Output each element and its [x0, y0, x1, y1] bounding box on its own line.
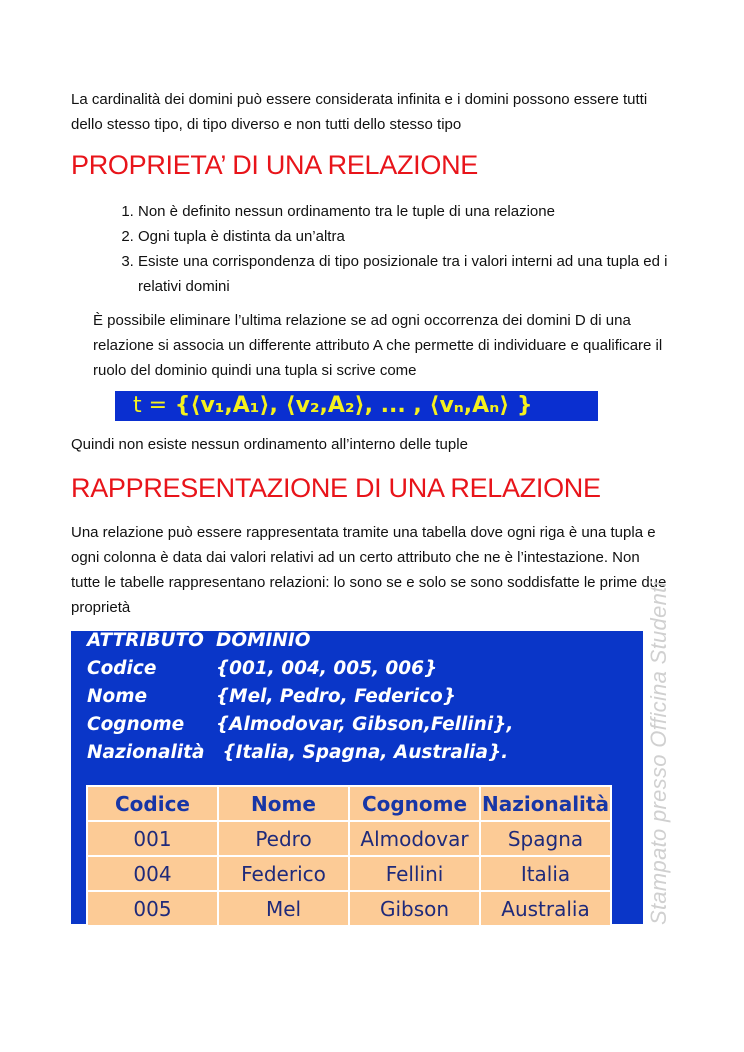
cell: Australia	[480, 891, 611, 926]
domain-header-domain: DOMINIO	[216, 630, 311, 651]
domain-attr: Nazionalità	[87, 742, 205, 763]
heading-rappresentazione: RAPPRESENTAZIONE DI UNA RELAZIONE	[71, 473, 601, 503]
list-item: 1. Non è definito nessun ordinamento tra le tuple di una relazione	[138, 199, 668, 224]
representation-paragraph: Una relazione può essere rappresentata tramite una tabella dove ogni riga è una tupla e ogni colonna è data dai valori relativi ad un certo attributo che ne è l’intestazione. Non tutte le tabelle rappresentano relazioni: lo sono se e solo se sono soddisfatte le prime due proprietà	[71, 524, 667, 616]
domain-definitions	[87, 627, 513, 767]
cell: Gibson	[349, 891, 480, 926]
relation-example-figure	[71, 631, 643, 924]
attribute-paragraph: È possibile eliminare l’ultima relazione se ad ogni occorrenza dei domini D di una relazione si associa un differente attributo A che permette di individuare e qualificare il ruolo del dominio quindi una tupla si scrive come	[93, 312, 663, 379]
cell: Fellini	[349, 856, 480, 891]
cell: 005	[87, 891, 218, 926]
cell: Pedro	[218, 821, 349, 856]
ordering-paragraph: Quindi non esiste nessun ordinamento all’interno delle tuple	[71, 436, 468, 453]
cell: 001	[87, 821, 218, 856]
table-header-row	[87, 786, 611, 821]
tuple-formula	[115, 391, 598, 421]
list-item: 3. Esiste una corrispondenza di tipo posizionale tra i valori interni ad una tupla ed i relativi domini	[138, 249, 668, 299]
cell: 004	[87, 856, 218, 891]
domain-values: {Mel, Pedro, Federico}	[216, 686, 456, 707]
heading-proprieta: PROPRIETA’ DI UNA RELAZIONE	[71, 150, 478, 180]
formula-rhs: {⟨v₁,A₁⟩, ⟨v₂,A₂⟩, ... , ⟨vₙ,Aₙ⟩ }	[174, 393, 533, 418]
list-item: 2. Ogni tupla è distinta da un’altra	[138, 224, 668, 249]
table-row	[87, 856, 611, 891]
column-header: Nazionalità	[480, 786, 611, 821]
relation-table	[86, 785, 612, 927]
column-header: Nome	[218, 786, 349, 821]
domain-attr: Cognome	[87, 714, 185, 735]
domain-attr: Nome	[87, 686, 148, 707]
cell: Italia	[480, 856, 611, 891]
domain-values: {Almodovar, Gibson,Fellini},	[216, 714, 514, 735]
domain-header-attribute: ATTRIBUTO	[87, 630, 204, 651]
cell: Spagna	[480, 821, 611, 856]
column-header: Cognome	[349, 786, 480, 821]
domain-values: {Italia, Spagna, Australia}.	[216, 742, 509, 763]
column-header: Codice	[87, 786, 218, 821]
intro-paragraph: La cardinalità dei domini può essere considerata infinita e i domini possono essere tutti dello stesso tipo, di tipo diverso e non tutti dello stesso tipo	[71, 91, 648, 133]
watermark: Stampato presso Officina Studenti	[646, 581, 671, 925]
cell: Federico	[218, 856, 349, 891]
formula-lhs: t =	[133, 393, 168, 418]
table-row	[87, 891, 611, 926]
table-row	[87, 821, 611, 856]
properties-list	[98, 199, 668, 299]
domain-values: {001, 004, 005, 006}	[216, 658, 438, 679]
cell: Almodovar	[349, 821, 480, 856]
domain-attr: Codice	[87, 658, 157, 679]
cell: Mel	[218, 891, 349, 926]
